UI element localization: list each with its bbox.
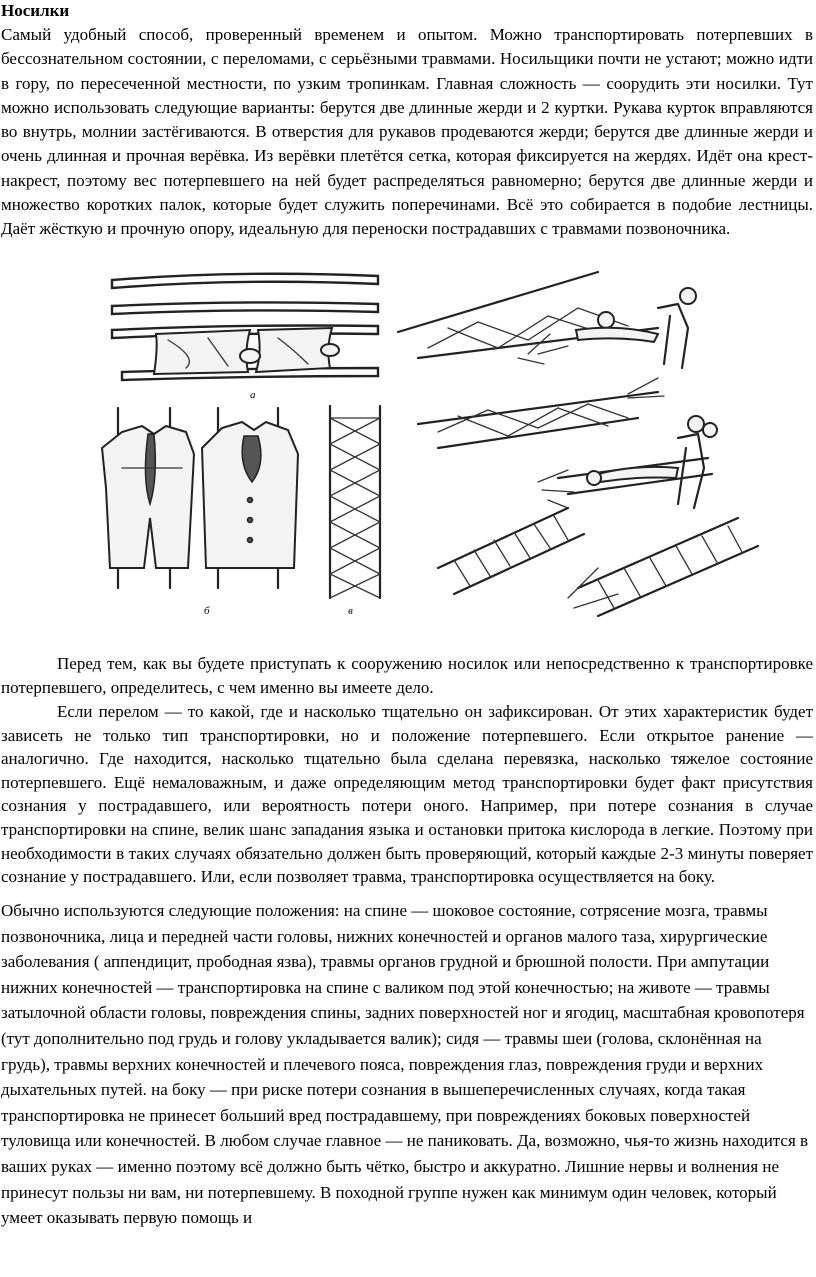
carrying-scene-middle xyxy=(418,378,664,448)
section-title: Носилки xyxy=(1,1,70,20)
paragraph-fracture: Если перелом — то какой, где и насколько тщательно он зафиксирован. От этих характеристик будет зависеть не только тип транспортировки, но и положение потерпевшего. Если открытое ранение — аналогично. Где находится, насколько тщательно была сделана перевязка, насколько тяжелое состояние потерпевшего. Ещё немаловажным, и даже определяющим метод транспортировки будет факт присутствия сознания у пострадавшего, или вероятность потери оного. Например, при потере сознания в случае транспортировки на спине, велик шанс западания языка и остановки притока кислорода в легкие. Поэтому при необходимости в таких случаях обязательно должен быть проверяющий, который каждые 2-3 минуты поверяет сознание у пострадавшего. Или, если позволяет травма, транспортировка осуществляется на боку. xyxy=(1,702,813,887)
poles-drawing xyxy=(112,274,378,314)
jacket-on-poles-drawing xyxy=(102,408,194,588)
stretcher-illustration xyxy=(98,268,816,628)
jacket-stretcher-drawing xyxy=(112,326,378,402)
carrying-scene-top xyxy=(398,272,696,368)
rope-net-stretcher-drawing xyxy=(330,406,380,617)
label-v: в xyxy=(348,605,353,617)
paragraph-before-start: Перед тем, как вы будете приступать к сооружению носилок или непосредственно к транспортировке потерпевшего, определитесь, с чем именно вы имеете дело. xyxy=(1,654,813,697)
ladder-stretchers-drawing xyxy=(438,508,758,616)
coat-on-poles-drawing xyxy=(202,408,298,617)
intro-paragraph: Самый удобный способ, проверенный временем и опытом. Можно транспортировать потерпевших в бессознательном состоянии, с переломами, с серьёзными травмами. Носильщики почти не устают; можно идти в гору, по пересеченной местности, по узким тропинкам. Главная сложность — соорудить эти носилки. Тут можно использовать следующие варианты: берутся две длинные жерди и 2 куртки. Рукава курток вправляются во внутрь, молнии застёгиваются. В отверстия для рукавов продеваются жерди; берутся две длинные жерди и очень длинная и прочная верёвка. Из верёвки плетётся сетка, которая фиксируется на жердях. Идёт она крест-накрест, поэтому вес потерпевшего на ней будет распределяться равномерно; берутся две длинные жерди и множество коротких палок, которые будет служить поперечинами. Всё это собирается в подобие лестницы. Даёт жёсткую и прочную опору, идеальную для переноски пострадавших с травмами позвоночника. xyxy=(1,25,813,239)
label-a: а xyxy=(250,389,256,401)
paragraph-positions: Обычно используются следующие положения: на спине — шоковое состояние, сотрясение мозга, травмы позвоночника, лица и передней части головы, нижних конечностей и органов малого таза, хирургические заболевания ( аппендицит, прободная язва), травмы органов грудной и брюшной полости. При ампутации нижних конечностей — транспортировка на спине с валиком под этой конечностью; на животе — травмы затылочной области головы, повреждения спины, задних поверхностей ног и ягодиц, масштабная кровопотеря (тут дополнительно под грудь и голову укладывается валик); сидя — травмы шеи (голова, склонённая на грудь), травмы верхних конечностей и плечевого пояса, повреждения глаз, повреждения груди и верхних дыхательных путей. на боку — при риске потери сознания в вышеперечисленных случаях, когда такая транспортировка не принесет больший вред пострадавшему, при повреждениях боковых поверхностей туловища или конечностей. В любом случае главное — не паниковать. Да, возможно, чья-то жизнь находится в ваших руках — именно поэтому всё должно быть чётко, быстро и аккуратно. Лишние нервы и волнения не принесут пользы ни вам, ни потерпевшему. В походной группе нужен как минимум один человек, который умеет оказывать первую помощь и xyxy=(1,901,809,1228)
label-b: б xyxy=(204,605,210,617)
